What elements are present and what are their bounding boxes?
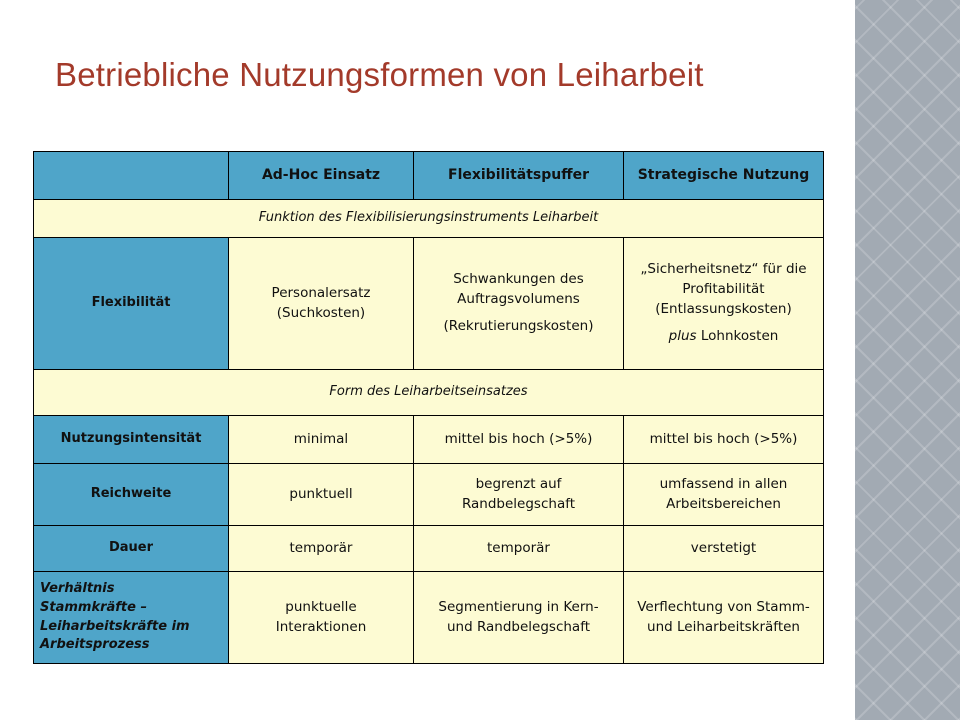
slide-title: Betriebliche Nutzungsformen von Leiharbeit [55,56,704,93]
cell-relationship-strategic [624,572,824,664]
table-row-reach [34,464,824,526]
cell-text-line: Interaktionen [275,618,367,635]
cell-text-line: Profitabilität [682,280,765,297]
cell-text-line: „Sicherheitsnetz“ für die [640,261,807,278]
cell-intensity-strategic: mittel bis hoch (>5%) [624,416,824,464]
cell-text-line: und Leiharbeitskräften [647,618,800,635]
cell-text-line: (Entlassungskosten) [655,300,792,317]
row-label-flexibility: Flexibilität [34,238,229,370]
cell-reach-ad-hoc: punktuell [229,464,414,526]
cell-text-line: Schwankungen des [453,271,584,288]
cell-text-line: Randbelegschaft [461,495,576,512]
cell-intensity-ad-hoc: minimal [229,416,414,464]
section-title-form: Form des Leiharbeitseinsatzes [34,370,824,416]
cell-relationship-buffer [414,572,624,664]
row-label-line: Leiharbeitskräfte im [40,618,190,634]
row-label-line: Stammkräfte – [40,599,147,615]
table-row-relationship [34,572,824,664]
usage-forms-table [33,151,824,664]
section-title-function: Funktion des Flexibilisierungsinstruments Leiharbeit [34,200,824,238]
cell-duration-buffer: temporär [414,526,624,572]
row-label-line: Verhältnis [40,580,115,596]
table-header-row [34,152,824,200]
row-label-line: Arbeitsprozess [40,637,150,653]
cell-text-line: begrenzt auf [475,475,562,492]
row-label-reach: Reichweite [34,464,229,526]
header-ad-hoc: Ad-Hoc Einsatz [229,152,414,200]
cell-flexibility-ad-hoc [229,238,414,370]
cell-intensity-buffer: mittel bis hoch (>5%) [414,416,624,464]
cell-text-line: (Rekrutierungskosten) [443,318,594,335]
cell-reach-buffer [414,464,624,526]
table-row-duration [34,526,824,572]
cell-relationship-ad-hoc [229,572,414,664]
cell-text-line: Lohnkosten [696,328,779,345]
cell-text-line: punktuelle [285,598,357,615]
cell-reach-strategic [624,464,824,526]
header-corner-cell [34,152,229,200]
cell-text-line: Arbeitsbereichen [666,495,781,512]
cell-text-line: und Randbelegschaft [446,618,591,635]
cell-duration-ad-hoc: temporär [229,526,414,572]
section-row-form [34,370,824,416]
section-row-function [34,200,824,238]
cell-text-plus: plus [668,328,697,345]
row-label-relationship [34,572,229,664]
cell-text-line: umfassend in allen [659,475,788,492]
cell-text-line: Personalersatz [271,284,371,301]
cell-duration-strategic: verstetigt [624,526,824,572]
cell-text-line: Auftragsvolumens [457,290,580,307]
cell-text-line: Verflechtung von Stamm- [637,598,810,615]
cell-text-line: Segmentierung in Kern- [438,598,599,615]
cell-text-line: (Suchkosten) [276,304,366,321]
row-label-intensity: Nutzungsintensität [34,416,229,464]
cell-flexibility-strategic [624,238,824,370]
table-row-flexibility [34,238,824,370]
row-label-duration: Dauer [34,526,229,572]
header-flex-buffer: Flexibilitätspuffer [414,152,624,200]
cell-flexibility-buffer [414,238,624,370]
decorative-side-panel [855,0,960,720]
header-strategic: Strategische Nutzung [624,152,824,200]
table-row-intensity [34,416,824,464]
